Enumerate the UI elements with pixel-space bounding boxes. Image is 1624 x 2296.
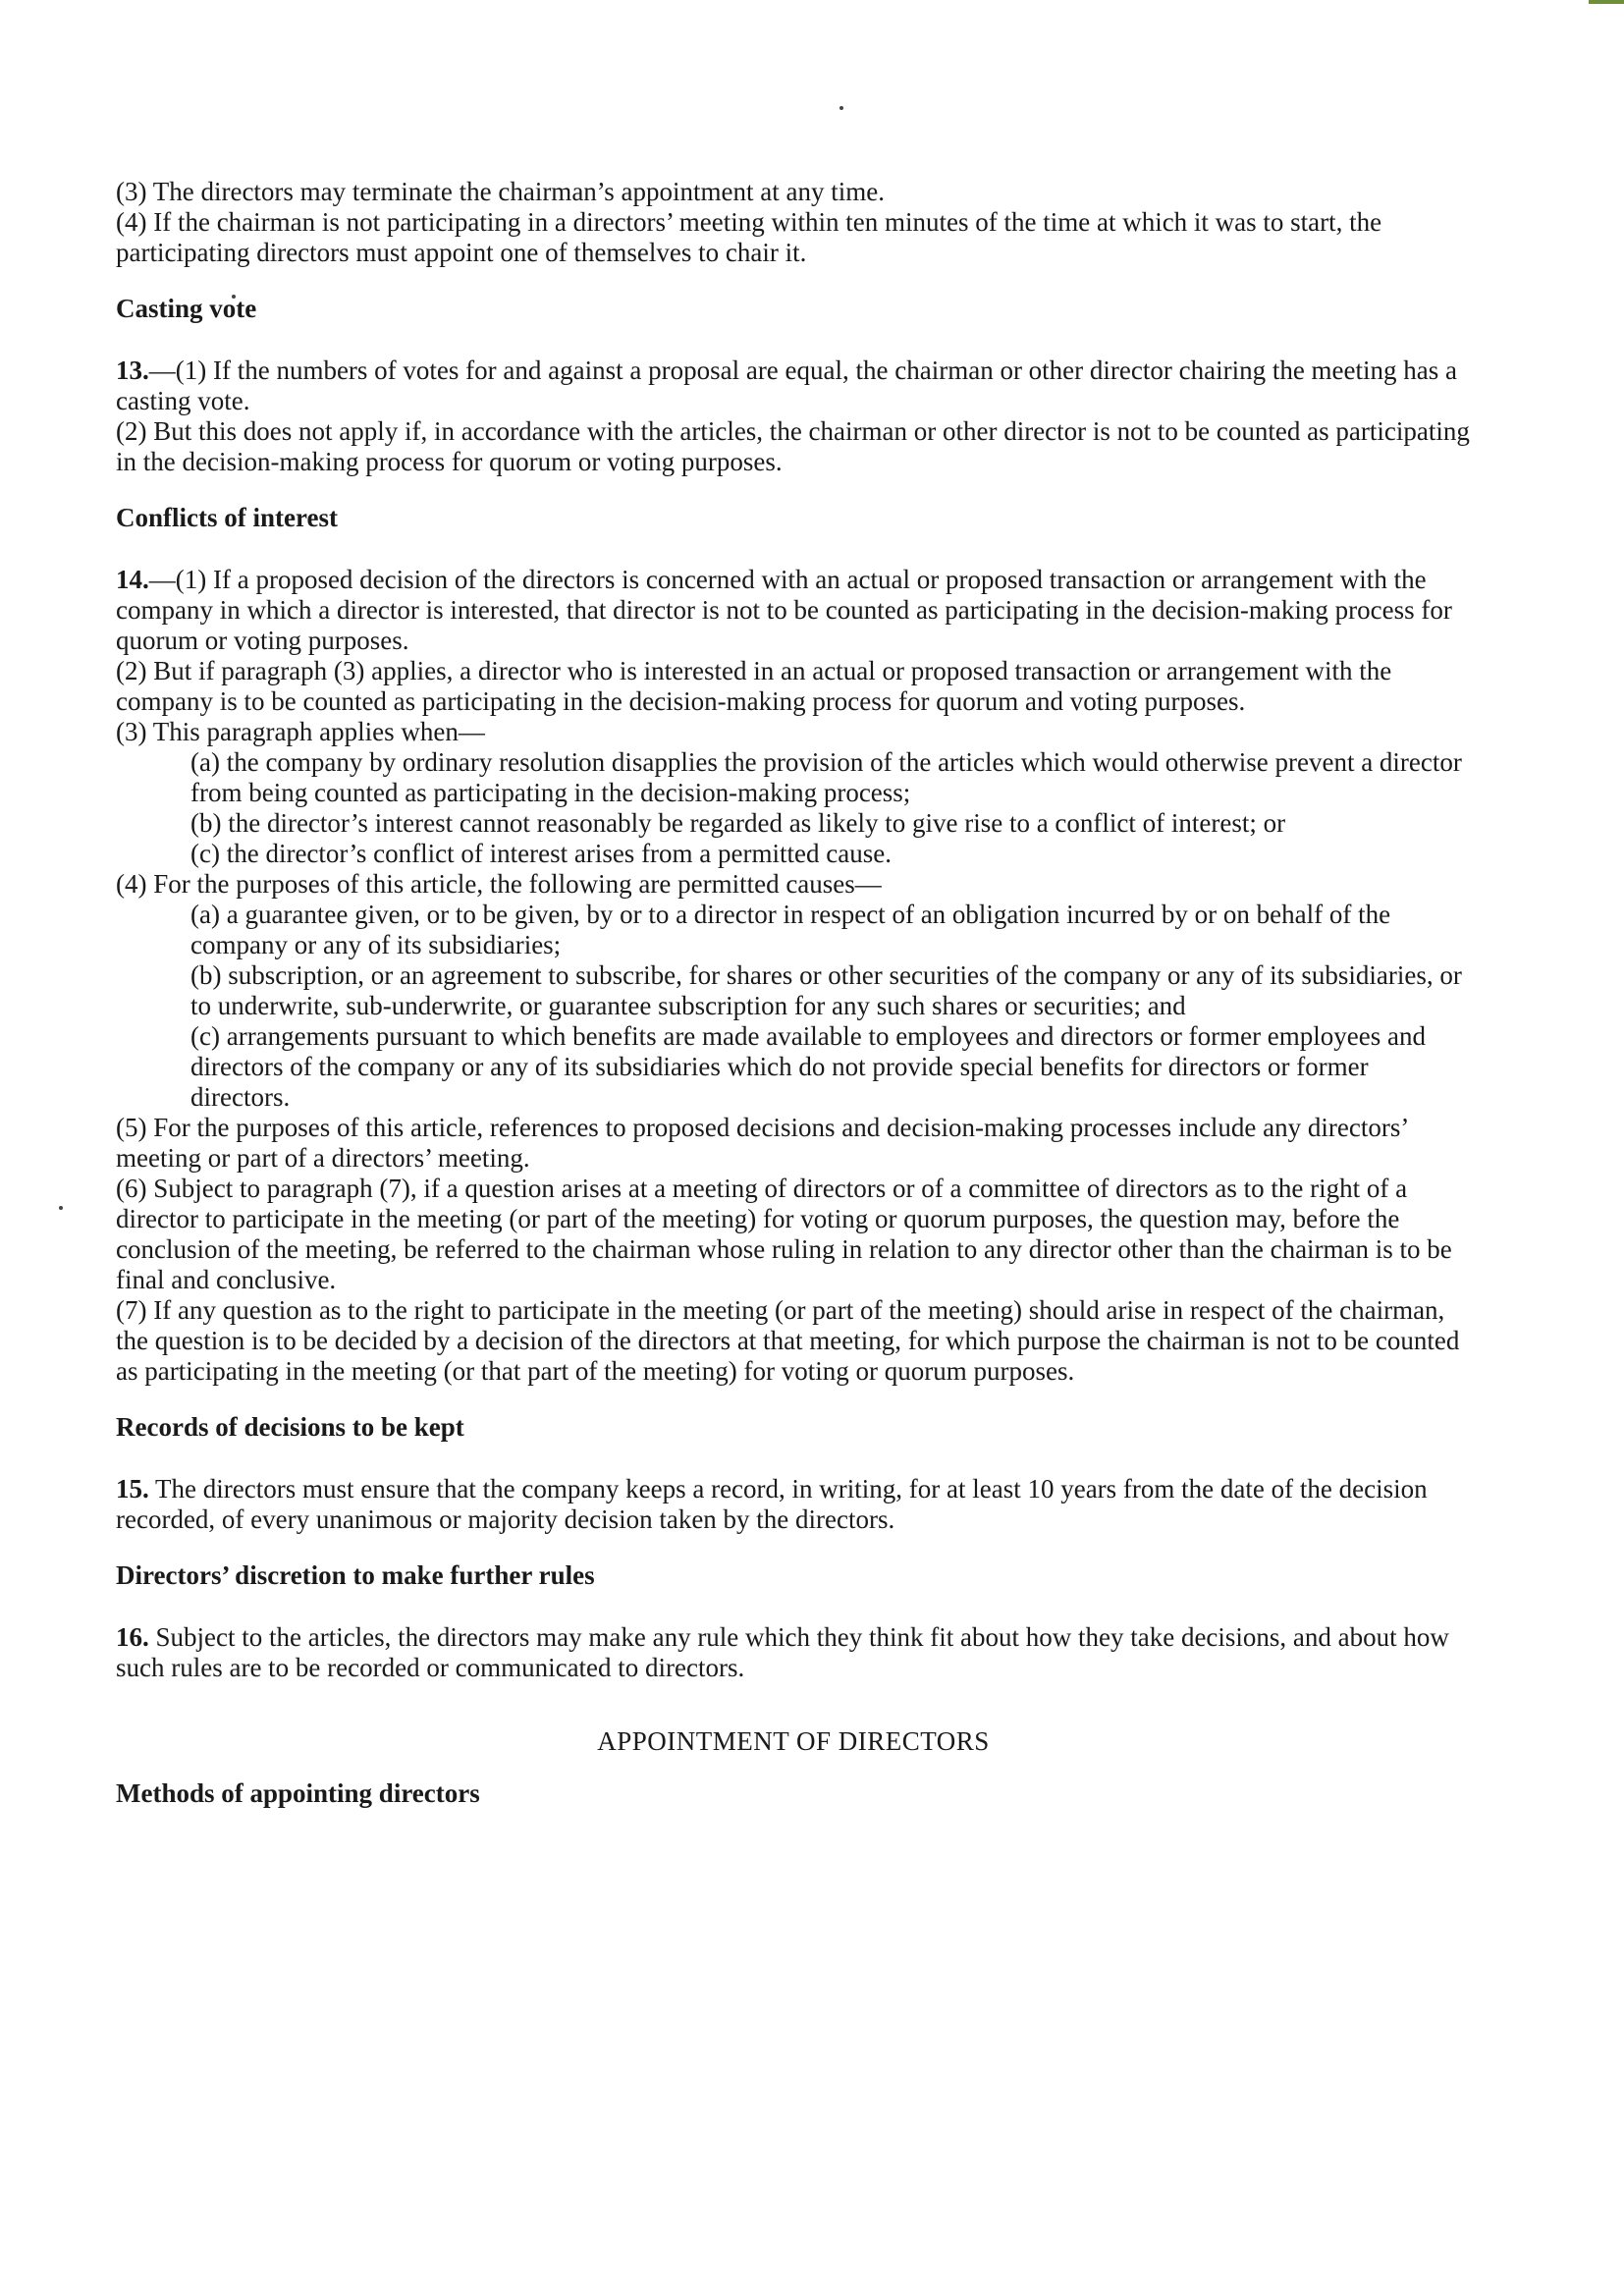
document-page (116, 177, 1471, 1840)
article-14-number: 14. (116, 565, 149, 594)
article-14-para-3c: (c) the director’s conflict of interest arises from a permitted cause. (190, 839, 892, 868)
article-15 (116, 1474, 1471, 1535)
article-14-para-3: (3) This paragraph applies when— (116, 717, 485, 746)
article-14-para-4c: (c) arrangements pursuant to which benefits are made available to employees and directors or former employees and directors of the company or any of its subsidiaries which do not provide special benefits for directors or former directors. (190, 1021, 1427, 1112)
heading-methods-of-appointing: Methods of appointing directors (116, 1778, 480, 1808)
scan-speck (839, 106, 843, 110)
article-14-para-7: (7) If any question as to the right to participate in the meeting (or part of the meeting) should arise in respect of the chairman, the question is to be decided by a decision of the directors at that meeting, for which purpose the chairman is not to be counted as participating in the meeting (or that part of the meeting) for voting or quorum purposes. (116, 1295, 1460, 1386)
heading-conflicts-of-interest: Conflicts of interest (116, 503, 338, 532)
paragraph-12-4: (4) If the chairman is not participating in a directors’ meeting within ten minutes of the time at which it was to start, the participating directors must appoint one of themselves to chair it. (116, 207, 1382, 267)
article-14-para-4: (4) For the purposes of this article, the following are permitted causes— (116, 869, 882, 899)
article-13-number: 13. (116, 355, 149, 385)
article-14-para-3b: (b) the director’s interest cannot reasonably be regarded as likely to give rise to a conflict of interest; or (190, 808, 1286, 838)
article-14-para-6: (6) Subject to paragraph (7), if a question arises at a meeting of directors or of a committee of directors as to the right of a director to participate in the meeting (or part of the meeting) for voting or quorum purposes, the question may, before the conclusion of the meeting, be referred to the chairman whose ruling in relation to any director other than the chairman is to be final and conclusive. (116, 1174, 1452, 1294)
article-14-para-5: (5) For the purposes of this article, references to proposed decisions and decision-making processes include any directors’ meeting or part of a directors’ meeting. (116, 1113, 1408, 1173)
paragraph-12-3: (3) The directors may terminate the chairman’s appointment at any time. (116, 177, 885, 206)
scan-speck (59, 1206, 63, 1210)
article-13-para-2: (2) But this does not apply if, in accordance with the articles, the chairman or other director is not to be counted as participating in the decision-making process for quorum or voting purposes. (116, 416, 1470, 476)
article-14-para-4a: (a) a guarantee given, or to be given, by or to a director in respect of an obligation incurred by or on behalf of the company or any of its subsidiaries; (190, 900, 1391, 959)
heading-directors-discretion: Directors’ discretion to make further rules (116, 1560, 595, 1590)
article-13-para-1-text: —(1) If the numbers of votes for and against a proposal are equal, the chairman or other director chairing the meeting has a casting vote. (116, 355, 1458, 415)
article-14-para-2: (2) But if paragraph (3) applies, a director who is interested in an actual or proposed transaction or arrangement with the company is to be counted as participating in the decision-making process for quorum and voting purposes. (116, 656, 1392, 716)
heading-casting-vote: Casting vote (116, 294, 257, 323)
article-13-para-1 (116, 355, 1471, 416)
article-14-para-4b: (b) subscription, or an agreement to subscribe, for shares or other securities of the company or any of its subsidiaries, or to underwrite, sub-underwrite, or guarantee subscription for any such shares or securities; and (190, 960, 1462, 1020)
article-14-para-1 (116, 565, 1471, 656)
article-15-number: 15. (116, 1474, 149, 1503)
article-14-para-1-text: —(1) If a proposed decision of the directors is concerned with an actual or proposed transaction or arrangement with the company in which a director is interested, that director is not to be counted as participating in the decision-making process for quorum or voting purposes. (116, 565, 1452, 655)
article-16-number: 16. (116, 1622, 149, 1652)
article-16 (116, 1622, 1471, 1683)
heading-records-of-decisions: Records of decisions to be kept (116, 1412, 464, 1442)
section-title-appointment-of-directors: APPOINTMENT OF DIRECTORS (597, 1726, 990, 1756)
article-14-para-3a: (a) the company by ordinary resolution disapplies the provision of the articles which would otherwise prevent a director from being counted as participating in the decision-making process; (190, 747, 1462, 807)
article-16-text: Subject to the articles, the directors may make any rule which they think fit about how they take decisions, and about how such rules are to be recorded or communicated to directors. (116, 1622, 1449, 1682)
article-15-text: The directors must ensure that the company keeps a record, in writing, for at least 10 years from the date of the decision recorded, of every unanimous or majority decision taken by the directors. (116, 1474, 1428, 1534)
scan-edge-mark (1589, 0, 1624, 4)
